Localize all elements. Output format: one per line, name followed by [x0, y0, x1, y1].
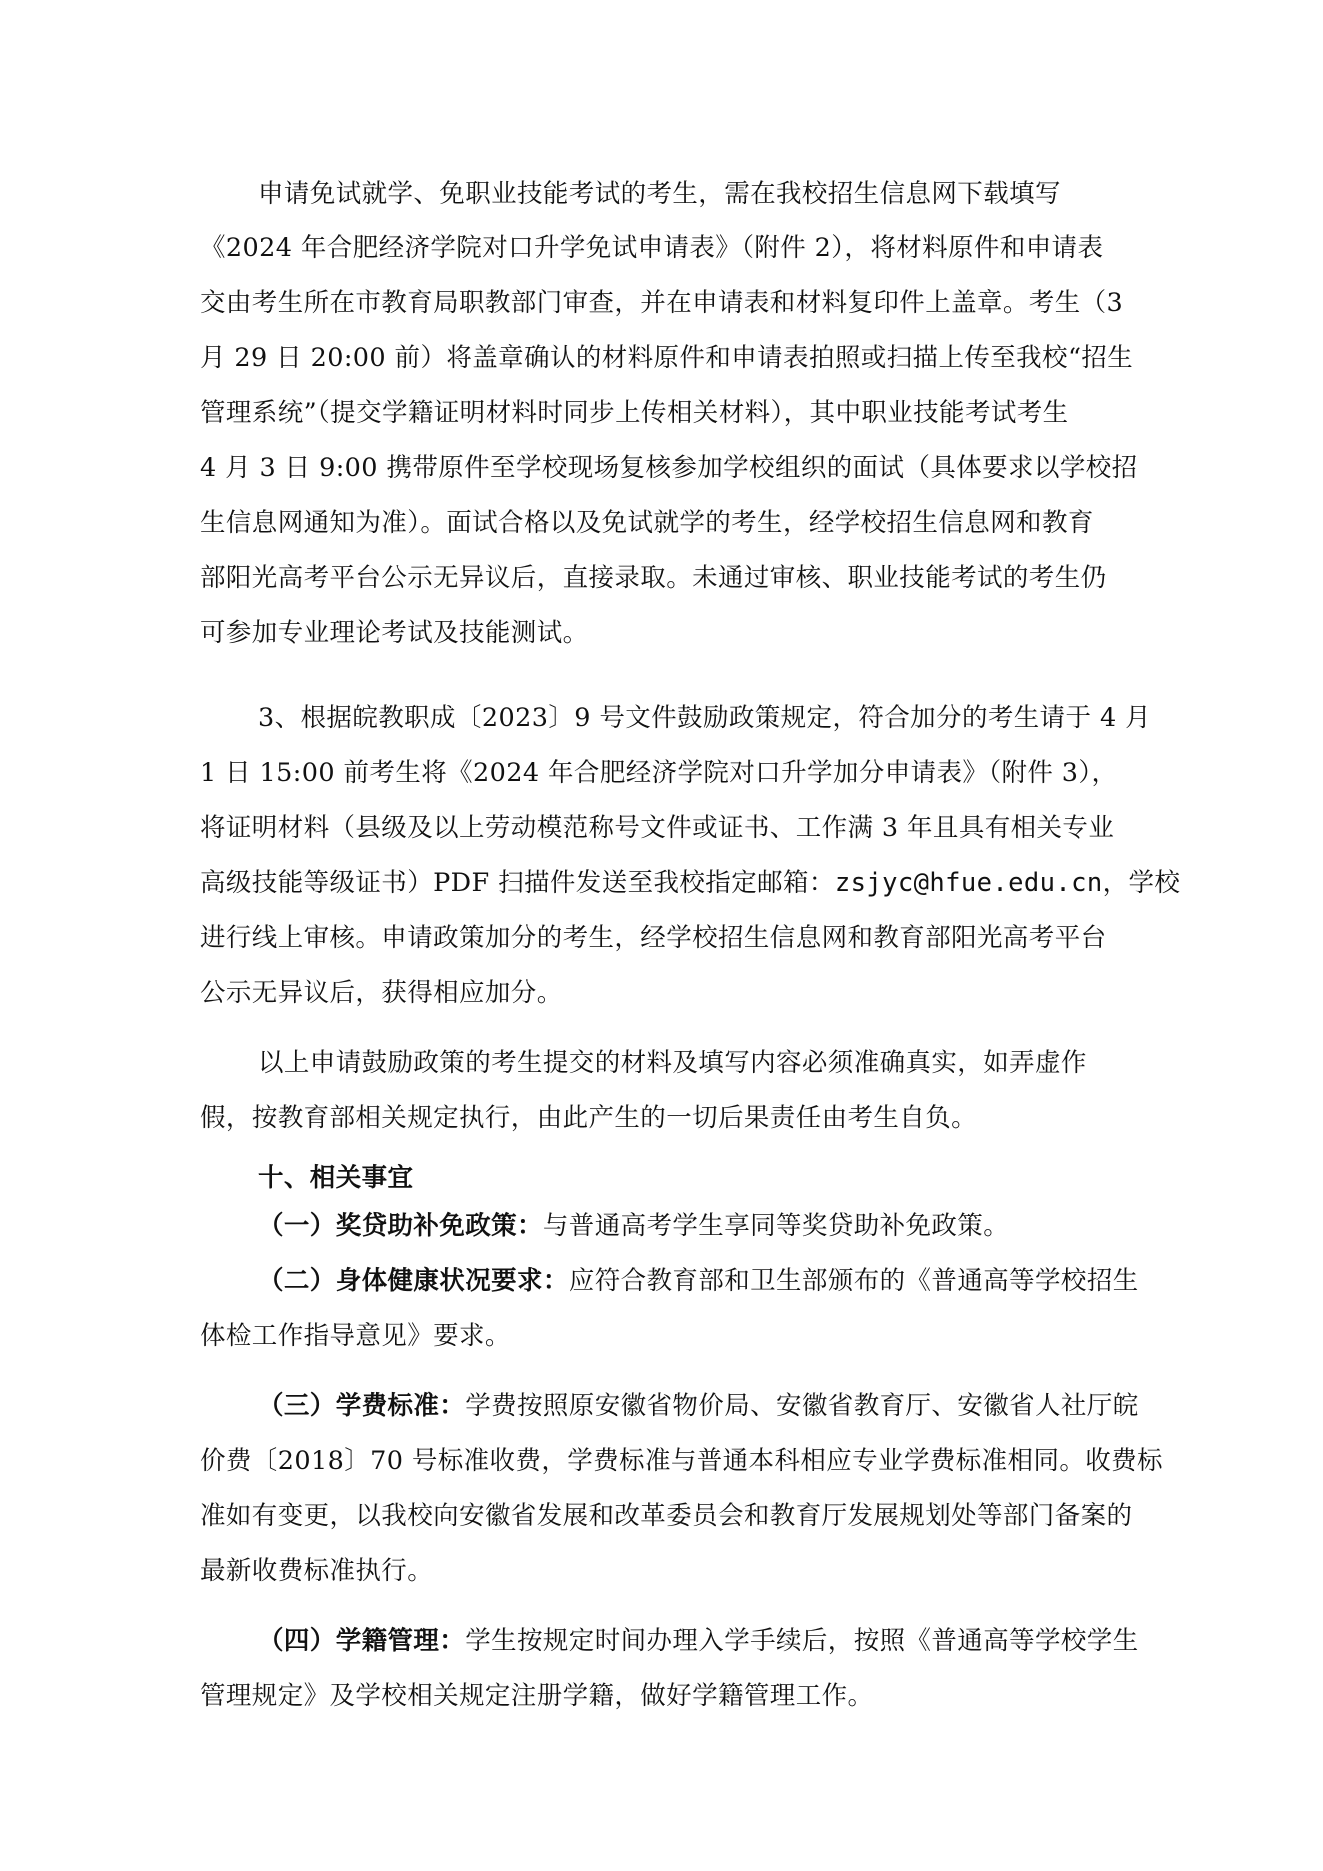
item-3-line-1	[258, 1390, 1139, 1422]
paragraph-exemption-line-4: 月 29 日 20:00 前）将盖章确认的材料原件和申请表拍照或扫描上传至我校“招生	[200, 343, 1134, 373]
email-link[interactable]: zsjyc@hfue.edu.cn	[834, 868, 1103, 898]
item-1-line-1	[258, 1210, 1009, 1242]
section-title: 十、相关事宜	[258, 1163, 414, 1193]
item-4-heading: （四）学籍管理：	[258, 1626, 466, 1656]
paragraph-bonus-line-6: 公示无异议后，获得相应加分。	[200, 978, 563, 1008]
paragraph-exemption-line-5: 管理系统”（提交学籍证明材料时同步上传相关材料），其中职业技能考试考生	[200, 398, 1069, 428]
item-2-heading: （二）身体健康状况要求：	[258, 1266, 569, 1296]
item-1-text: 与普通高考学生享同等奖贷助补免政策。	[542, 1211, 1010, 1241]
item-2-line-1	[258, 1265, 1139, 1297]
paragraph-exemption-line-7: 生信息网通知为准）。面试合格以及免试就学的考生，经学校招生信息网和教育	[200, 508, 1094, 538]
item-3-text: 学费按照原安徽省物价局、安徽省教育厅、安徽省人社厅皖	[465, 1391, 1139, 1421]
item-4-line-2: 管理规定》及学校相关规定注册学籍，做好学籍管理工作。	[200, 1681, 874, 1711]
paragraph-integrity-line-2: 假，按教育部相关规定执行，由此产生的一切后果责任由考生自负。	[200, 1103, 978, 1133]
item-3-heading: （三）学费标准：	[258, 1391, 466, 1421]
paragraph-exemption-line-3: 交由考生所在市教育局职教部门审查，并在申请表和材料复印件上盖章。考生（3	[200, 288, 1124, 318]
item-3-line-2: 价费〔2018〕70 号标准收费，学费标准与普通本科相应专业学费标准相同。收费标	[200, 1446, 1163, 1476]
item-4-text: 学生按规定时间办理入学手续后，按照《普通高等学校学生	[465, 1626, 1139, 1656]
paragraph-bonus-line-4-prefix: 高级技能等级证书）PDF 扫描件发送至我校指定邮箱：	[200, 868, 835, 898]
paragraph-bonus-line-1: 3、根据皖教职成〔2023〕9 号文件鼓励政策规定，符合加分的考生请于 4 月	[258, 703, 1151, 733]
item-3-line-3: 准如有变更，以我校向安徽省发展和改革委员会和教育厅发展规划处等部门备案的	[200, 1501, 1133, 1531]
paragraph-exemption-line-1: 申请免试就学、免职业技能考试的考生，需在我校招生信息网下载填写	[258, 179, 1061, 209]
paragraph-bonus-line-5: 进行线上审核。申请政策加分的考生，经学校招生信息网和教育部阳光高考平台	[200, 923, 1107, 953]
paragraph-bonus-line-2: 1 日 15:00 前考生将《2024 年合肥经济学院对口升学加分申请表》（附件 3），	[200, 758, 1118, 788]
paragraph-integrity-line-1: 以上申请鼓励政策的考生提交的材料及填写内容必须准确真实，如弄虚作	[258, 1048, 1087, 1078]
paragraph-exemption-line-8: 部阳光高考平台公示无异议后，直接录取。未通过审核、职业技能考试的考生仍	[200, 563, 1107, 593]
item-2-line-2: 体检工作指导意见》要求。	[200, 1321, 511, 1351]
item-2-text: 应符合教育部和卫生部颁布的《普通高等学校招生	[568, 1266, 1139, 1296]
paragraph-exemption-line-2: 《2024 年合肥经济学院对口升学免试申请表》（附件 2），将材料原件和申请表	[200, 233, 1104, 263]
paragraph-exemption-line-6: 4 月 3 日 9:00 携带原件至学校现场复核参加学校组织的面试（具体要求以学校招	[200, 453, 1138, 483]
paragraph-exemption-line-9: 可参加专业理论考试及技能测试。	[200, 618, 589, 648]
paragraph-bonus-line-4	[200, 867, 1180, 899]
item-4-line-1	[258, 1625, 1139, 1657]
item-3-line-4: 最新收费标准执行。	[200, 1556, 434, 1586]
paragraph-bonus-line-4-suffix: ，学校	[1102, 868, 1181, 898]
paragraph-bonus-line-3: 将证明材料（县级及以上劳动模范称号文件或证书、工作满 3 年且具有相关专业	[200, 813, 1115, 843]
item-1-heading: （一）奖贷助补免政策：	[258, 1211, 543, 1241]
